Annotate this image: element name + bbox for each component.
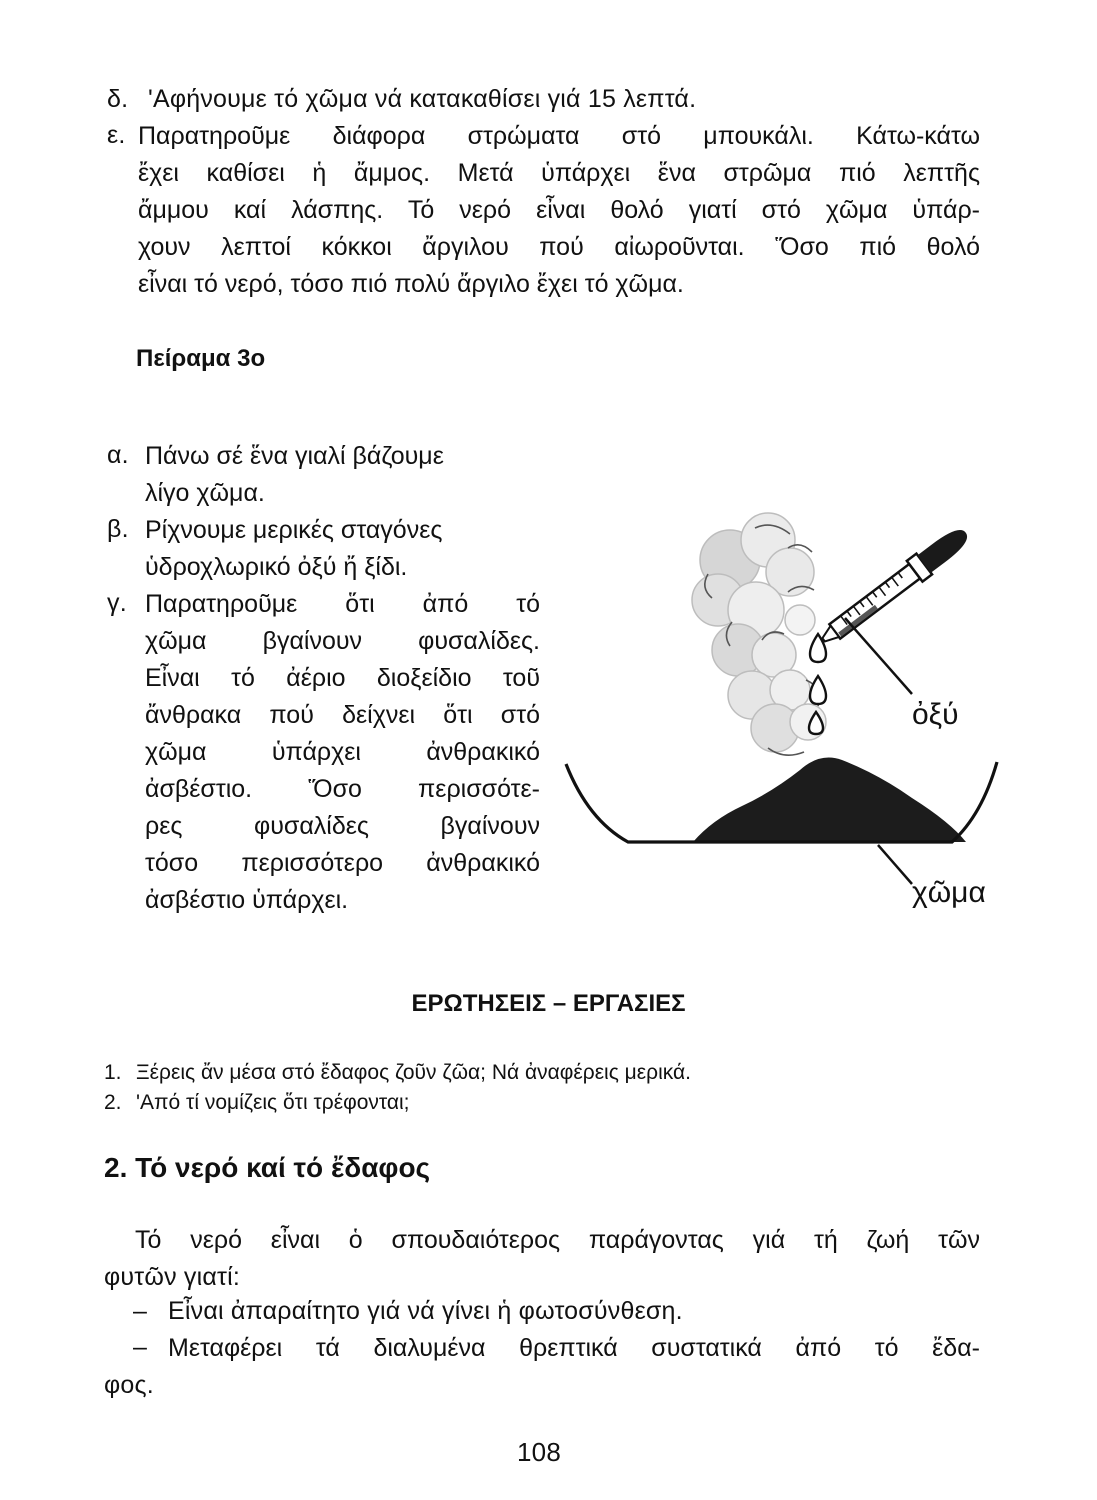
soil-mound: [693, 758, 966, 842]
bubbles-icon: [692, 513, 826, 752]
step-marker: δ.: [107, 85, 129, 113]
text-line: λίγο χῶμα.: [145, 479, 265, 507]
experiment-title: Πείραμα 3ο: [136, 345, 266, 372]
label-soil: χῶμα: [912, 876, 986, 909]
text-line: ἄνθρακα πού δείχνει ὅτι στό: [145, 701, 540, 729]
text-line: ἔχει καθίσει ἡ ἄμμος. Μετά ὑπάρχει ἕνα στρῶμα πιό λεπτῆς: [138, 159, 980, 187]
question-text: 'Από τί νομίζεις ὅτι τρέφονται;: [136, 1091, 410, 1114]
text-line: ρες φυσαλίδες βγαίνουν: [145, 812, 540, 840]
step-marker: ε.: [107, 121, 126, 149]
text-line: φυτῶν γιατί:: [104, 1263, 241, 1291]
questions-title: ΕΡΩΤΗΣΕΙΣ – ΕΡΓΑΣΙΕΣ: [411, 990, 686, 1017]
bullet-dash: –: [133, 1333, 148, 1361]
step-marker: β.: [107, 515, 129, 543]
text-line: φος.: [104, 1371, 154, 1399]
bullet-text: Εἶναι ἀπαραίτητο γιά νά γίνει ἡ φωτοσύνθεση.: [168, 1297, 683, 1325]
bullet-dash: –: [133, 1297, 148, 1325]
section-intro: [135, 1222, 980, 1259]
text-line: Μεταφέρει τά διαλυμένα θρεπτικά συστατικά ἀπό τό ἔδα-: [168, 1334, 980, 1362]
text-line: Εἶναι τό ἀέριο διοξείδιο τοῦ: [145, 664, 540, 692]
text-line: εἶναι τό νερό, τόσο πιό πολύ ἄργιλο ἔχει τό χῶμα.: [138, 270, 684, 298]
text-line: ὑδροχλωρικό ὀξύ ἤ ξίδι.: [145, 553, 408, 581]
text-line: Τό νερό εἶναι ὁ σπουδαιότερος παράγοντας γιά τή ζωή τῶν: [135, 1226, 980, 1254]
page-number: 108: [517, 1437, 561, 1467]
question-number: 1.: [104, 1061, 122, 1084]
label-acid: ὀξύ: [912, 698, 959, 731]
text-line: χῶμα βγαίνουν φυσαλίδες.: [145, 627, 540, 655]
step-text: 'Αφήνουμε τό χῶμα νά κατακαθίσει γιά 15 λεπτά.: [148, 85, 697, 113]
text-line: Παρατηροῦμε διάφορα στρώματα στό μπουκάλι. Κάτω-κάτω: [138, 122, 980, 150]
bullet-text: [168, 1330, 980, 1367]
dropper-icon: [816, 522, 974, 650]
section-title: 2. Τό νερό καί τό ἔδαφος: [104, 1152, 431, 1183]
text-line: Ρίχνουμε μερικές σταγόνες: [145, 516, 443, 544]
question-number: 2.: [104, 1091, 122, 1114]
step-marker: γ.: [107, 589, 127, 617]
text-line: χουν λεπτοί κόκκοι ἄργιλου πού αἰωροῦνται. Ὅσο πιό θολό: [138, 233, 980, 261]
acid-leader-line: [845, 618, 912, 694]
text-line: Πάνω σέ ἕνα γιαλί βάζουμε: [145, 442, 444, 470]
text-line: χῶμα ὑπάρχει ἀνθρακικό: [145, 738, 540, 766]
text-line: ἄμμου καί λάσπης. Τό νερό εἶναι θολό γιατί στό χῶμα ὑπάρ-: [138, 196, 980, 224]
text-line: Παρατηροῦμε ὅτι ἀπό τό: [145, 590, 540, 618]
text-line: ἀσβέστιο. Ὅσο περισσότε-: [145, 775, 540, 803]
question-text: Ξέρεις ἄν μέσα στό ἔδαφος ζοῦν ζῶα; Νά ἀναφέρεις μερικά.: [136, 1061, 691, 1084]
soil-leader-line: [878, 845, 912, 884]
step-marker: α.: [107, 441, 129, 469]
text-line: τόσο περισσότερο ἀνθρακικό: [145, 849, 540, 877]
text-line: ἀσβέστιο ὑπάρχει.: [145, 886, 349, 914]
